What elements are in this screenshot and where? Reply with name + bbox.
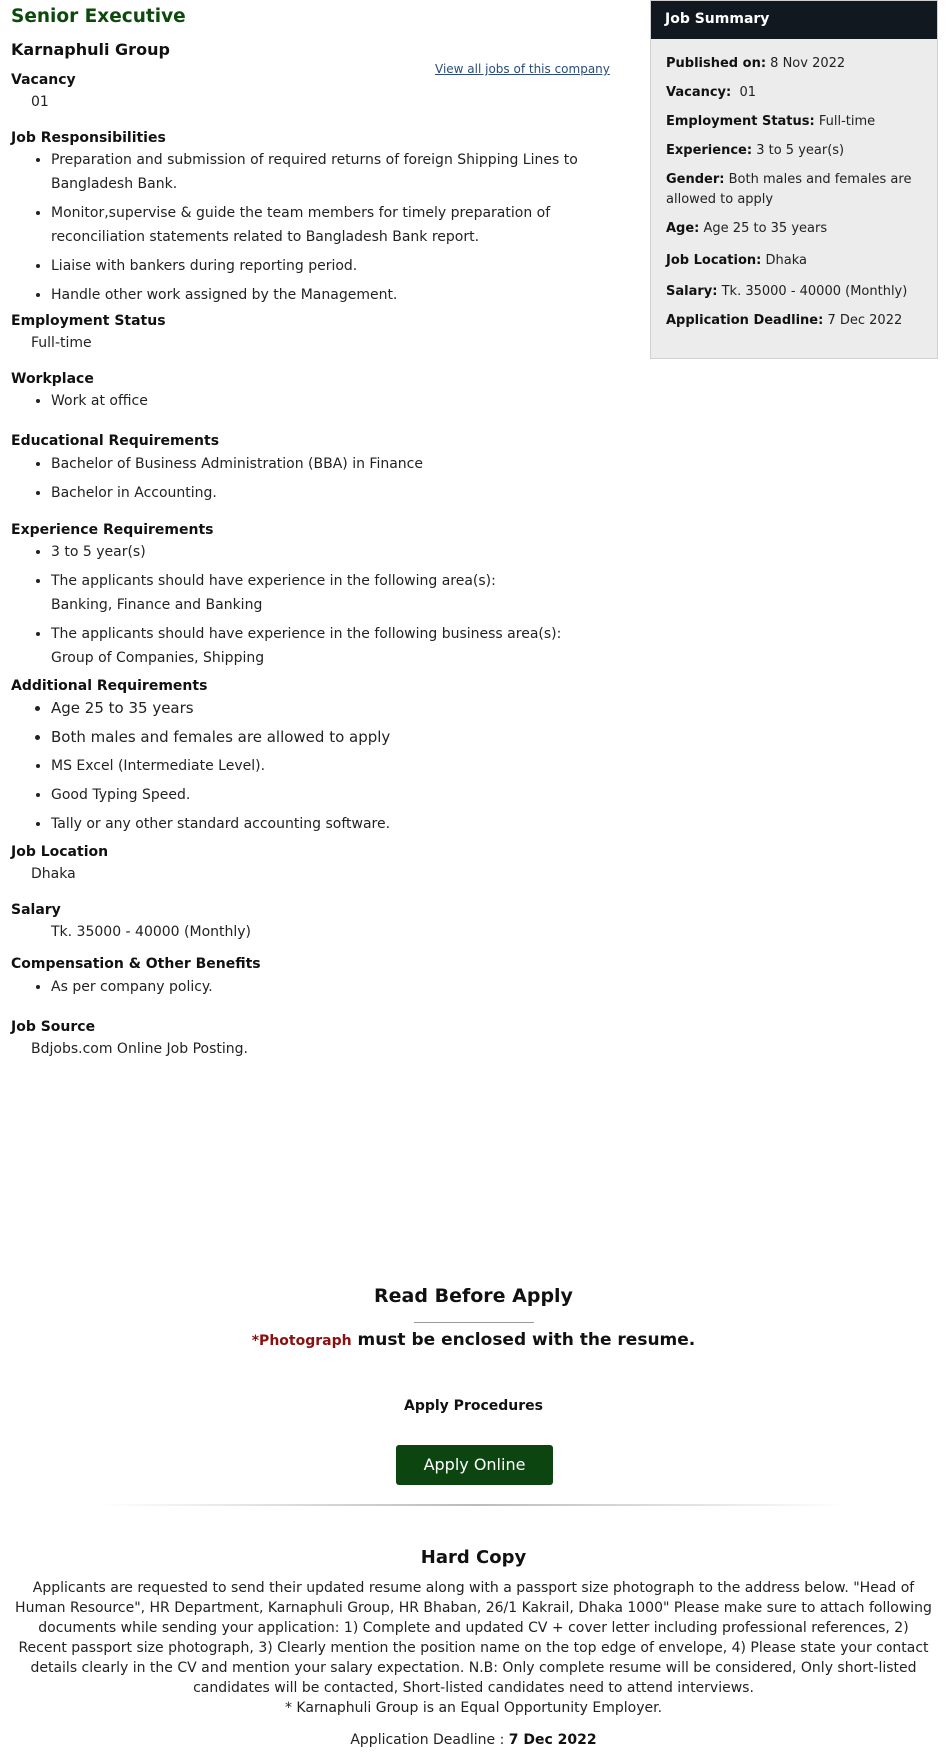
summary-vacancy: Vacancy: 01 <box>666 85 757 100</box>
additional-list <box>31 696 591 841</box>
responsibilities-heading: Job Responsibilities <box>11 130 166 146</box>
workplace-heading: Workplace <box>11 371 94 387</box>
additional-heading: Additional Requirements <box>11 678 208 694</box>
read-before-apply-heading: Read Before Apply <box>374 1285 573 1307</box>
experience-heading: Experience Requirements <box>11 522 214 538</box>
application-deadline: Application Deadline : 7 Dec 2022 <box>350 1732 597 1748</box>
summary-location: Job Location: Dhaka <box>666 253 807 268</box>
vacancy-heading: Vacancy <box>11 72 76 88</box>
list-item: • Handle other work assigned by the Management. <box>51 283 591 307</box>
summary-salary: Salary: Tk. 35000 - 40000 (Monthly) <box>666 284 908 299</box>
list-item: • Age 25 to 35 years <box>51 696 591 720</box>
salary-value: Tk. 35000 - 40000 (Monthly) <box>51 924 252 940</box>
summary-deadline: Application Deadline: 7 Dec 2022 <box>666 313 903 328</box>
list-item: • Bachelor of Business Administration (BBA) in Finance <box>51 452 591 476</box>
photograph-notice: *Photograph must be enclosed with the resume. <box>251 1330 696 1350</box>
job-location-heading: Job Location <box>11 844 109 860</box>
list-item: • As per company policy. <box>51 975 591 999</box>
list-item: • Both males and females are allowed to apply <box>51 725 591 749</box>
summary-age: Age: Age 25 to 35 years <box>666 221 828 236</box>
summary-experience: Experience: 3 to 5 year(s) <box>666 143 845 158</box>
benefits-list <box>31 975 591 1004</box>
employment-status-value: Full-time <box>31 335 92 351</box>
summary-published: Published on: 8 Nov 2022 <box>666 56 846 71</box>
education-list <box>31 452 591 510</box>
list-item: • Tally or any other standard accounting software. <box>51 812 591 836</box>
experience-list <box>31 540 591 675</box>
list-item: • Preparation and submission of required returns of foreign Shipping Lines to Bangladesh Bank. <box>51 148 591 196</box>
responsibilities-list <box>31 148 591 312</box>
job-source-value: Bdjobs.com Online Job Posting. <box>31 1041 248 1057</box>
list-item: • MS Excel (Intermediate Level). <box>51 754 591 778</box>
list-item: • Bachelor in Accounting. <box>51 481 591 505</box>
list-item: • Good Typing Speed. <box>51 783 591 807</box>
job-source-heading: Job Source <box>11 1019 96 1035</box>
divider <box>100 1504 847 1506</box>
apply-online-button[interactable]: Apply Online <box>396 1445 553 1485</box>
job-location-value: Dhaka <box>31 866 76 882</box>
employment-status-heading: Employment Status <box>11 313 166 329</box>
vacancy-value: 01 <box>31 94 49 110</box>
list-item: • Liaise with bankers during reporting period. <box>51 254 591 278</box>
workplace-list <box>31 389 591 418</box>
view-all-jobs-link[interactable]: View all jobs of this company <box>435 62 610 76</box>
divider <box>414 1322 534 1323</box>
summary-gender: Gender: Both males and females are allowed to apply <box>666 172 912 207</box>
salary-heading: Salary <box>11 902 61 918</box>
hard-copy-instructions: Applicants are requested to send their updated resume along with a passport size photograph to the address below. "Head of Human Resource", HR Department, Karnaphuli Group, HR Bhaban, 26/1 Kakrail, Dhaka 1000" Please make sure to attach following documents while sending your application: 1) Complete and updated CV + cover letter including professional references, 2) Recent passport size photograph, 3) Clearly mention the position name on the top edge of envelope, 4) Please state your contact details clearly in the CV and mention your salary expectation. N.B: Only complete resume will be considered, Only short-listed candidates will be contacted, Short-listed candidates need to attend interviews. <box>15 1580 932 1696</box>
job-summary-heading: Job Summary <box>651 1 937 39</box>
list-item: • Monitor,supervise & guide the team members for timely preparation of reconciliation statements related to Bangladesh Bank report. <box>51 201 591 249</box>
hard-copy-heading: Hard Copy <box>420 1547 527 1568</box>
equal-opportunity-note: * Karnaphuli Group is an Equal Opportunity Employer. <box>284 1700 663 1716</box>
apply-procedures-heading: Apply Procedures <box>404 1398 543 1414</box>
education-heading: Educational Requirements <box>11 433 220 449</box>
benefits-heading: Compensation & Other Benefits <box>11 956 261 972</box>
list-item: • 3 to 5 year(s) <box>51 540 591 564</box>
list-item: • The applicants should have experience in the following area(s): Banking, Finance and Banking <box>51 569 591 617</box>
list-item: • The applicants should have experience in the following business area(s): Group of Companies, Shipping <box>51 622 591 670</box>
job-summary-panel <box>650 0 938 359</box>
job-title: Senior Executive <box>11 6 186 27</box>
summary-employment-status: Employment Status: Full-time <box>666 114 876 129</box>
list-item: • Work at office <box>51 389 591 413</box>
company-name: Karnaphuli Group <box>11 40 170 59</box>
